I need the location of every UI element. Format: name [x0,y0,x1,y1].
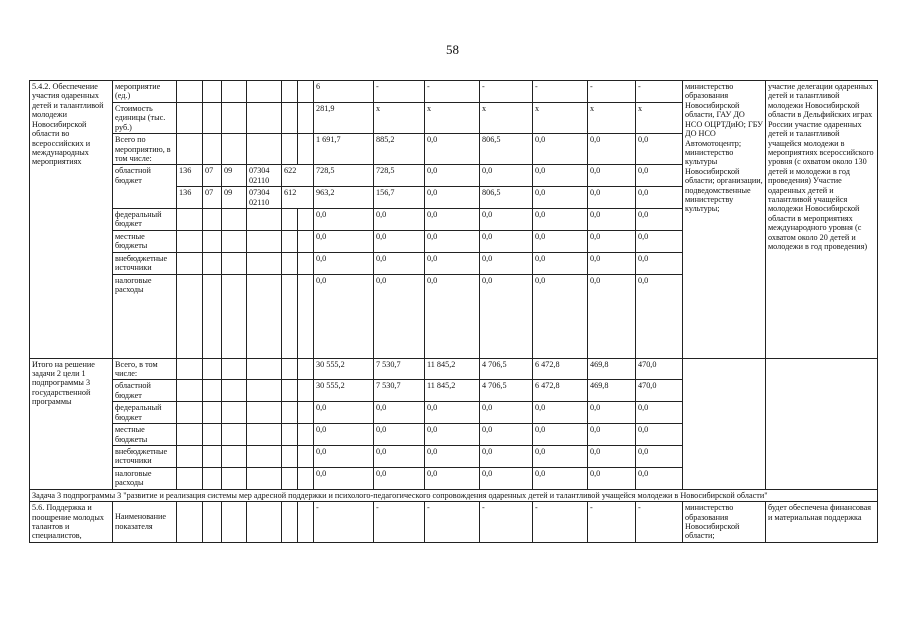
code-cell [203,467,222,489]
row-label: областной бюджет [113,380,177,402]
code-cell [298,358,314,380]
value-cell: - [374,502,425,543]
code-cell [222,502,247,543]
value-cell: 0,0 [588,445,636,467]
code-cell [203,502,222,543]
value-cell: 0,0 [588,209,636,231]
grbs-code: 136 [177,165,203,187]
value-cell: 0,0 [480,424,533,446]
table-row [30,502,878,543]
value-cell: 885,2 [374,134,425,165]
code-cell [177,380,203,402]
value-cell: 6 [314,81,374,103]
value-cell: 0,0 [588,424,636,446]
value-cell: 0,0 [374,467,425,489]
total-name: Итого на решение задачи 2 цели 1 подпрограммы 3 государственной программы [30,358,113,489]
value-cell: х [480,102,533,133]
code-cell [222,209,247,231]
executor-cell: министерство образования Новосибирской области, ГАУ ДО НСО ОЦРТДиЮ; ГБУ ДО НСО Автомотоцентр; министерство культуры Новосибирской области; организации, подведомственные министерству культуры; [683,81,766,359]
value-cell: 0,0 [588,165,636,187]
value-cell: 0,0 [374,424,425,446]
table-row [30,81,878,103]
code-cell [282,424,298,446]
code-cell [282,252,298,274]
value-cell: 0,0 [425,209,480,231]
value-cell: 0,0 [425,274,480,358]
value-cell: 0,0 [425,230,480,252]
code-cell [222,358,247,380]
vr-code: 612 [282,187,314,209]
value-cell: 0,0 [636,424,683,446]
code-cell [177,252,203,274]
code-cell [247,424,282,446]
value-cell: х [374,102,425,133]
value-cell: 0,0 [588,134,636,165]
value-cell: 11 845,2 [425,380,480,402]
code-cell [247,467,282,489]
code-cell [298,402,314,424]
value-cell: 7 530,7 [374,380,425,402]
value-cell: 6 472,8 [533,380,588,402]
code-cell [247,134,282,165]
code-cell [203,274,222,358]
value-cell: 0,0 [480,445,533,467]
code-cell [177,81,203,103]
code-cell [247,445,282,467]
value-cell: 0,0 [588,230,636,252]
value-cell: 0,0 [636,252,683,274]
value-cell: 0,0 [480,274,533,358]
code-cell [177,230,203,252]
value-cell: 0,0 [314,402,374,424]
code-cell [298,380,314,402]
code-cell [282,102,298,133]
code-cell [177,445,203,467]
value-cell: 0,0 [425,424,480,446]
code-cell [247,81,282,103]
value-cell: 0,0 [374,252,425,274]
row-label: Стоимость единицы (тыс. руб.) [113,102,177,133]
value-cell: 0,0 [636,134,683,165]
value-cell: 0,0 [636,230,683,252]
program-table [29,80,878,543]
value-cell: 4 706,5 [480,380,533,402]
row-label: налоговые расходы [113,467,177,489]
value-cell: 728,5 [374,165,425,187]
value-cell: 0,0 [533,134,588,165]
code-cell [298,81,314,103]
code-cell [298,445,314,467]
rz-code: 07 [203,187,222,209]
value-cell: 0,0 [636,445,683,467]
code-cell [222,230,247,252]
code-cell [282,209,298,231]
code-cell [177,209,203,231]
value-cell: 0,0 [374,445,425,467]
value-cell: 30 555,2 [314,358,374,380]
code-cell [247,230,282,252]
value-cell: 4 706,5 [480,358,533,380]
value-cell: 0,0 [314,445,374,467]
value-cell: 0,0 [314,230,374,252]
value-cell: 470,0 [636,380,683,402]
value-cell: - [374,81,425,103]
code-cell [247,102,282,133]
value-cell: 0,0 [480,402,533,424]
code-cell [247,252,282,274]
value-cell: 0,0 [374,274,425,358]
value-cell: 6 472,8 [533,358,588,380]
code-cell [222,134,247,165]
value-cell: 0,0 [533,252,588,274]
value-cell: 0,0 [480,467,533,489]
code-cell [203,445,222,467]
value-cell: 0,0 [314,252,374,274]
value-cell: 0,0 [480,209,533,231]
vr-code: 622 [282,165,314,187]
result-cell: будет обеспечена финансовая и материальная поддержка [766,502,878,543]
value-cell: 0,0 [533,209,588,231]
value-cell: 0,0 [314,209,374,231]
value-cell: - [480,502,533,543]
code-cell [222,467,247,489]
value-cell: - [636,81,683,103]
code-cell [298,467,314,489]
code-cell [222,424,247,446]
code-cell [298,252,314,274]
value-cell: 0,0 [425,467,480,489]
code-cell [282,445,298,467]
value-cell: 0,0 [588,467,636,489]
code-cell [298,134,314,165]
code-cell [282,402,298,424]
value-cell: 0,0 [533,424,588,446]
value-cell: 0,0 [636,165,683,187]
page-number: 58 [446,42,459,57]
value-cell: 806,5 [480,134,533,165]
value-cell: 0,0 [425,252,480,274]
value-cell: - [425,81,480,103]
value-cell: 0,0 [314,274,374,358]
value-cell: 0,0 [533,467,588,489]
value-cell: 0,0 [533,187,588,209]
value-cell: 0,0 [533,274,588,358]
value-cell: 0,0 [425,165,480,187]
code-cell [203,209,222,231]
code-cell [203,424,222,446]
code-cell [222,252,247,274]
value-cell: - [480,81,533,103]
code-cell [203,230,222,252]
value-cell: х [636,102,683,133]
code-cell [203,402,222,424]
code-cell [177,424,203,446]
value-cell: 0,0 [425,445,480,467]
code-cell [222,402,247,424]
row-label: Всего по мероприятию, в том числе: [113,134,177,165]
code-cell [222,274,247,358]
value-cell: 469,8 [588,358,636,380]
value-cell: - [314,502,374,543]
value-cell: 0,0 [480,165,533,187]
value-cell: 0,0 [374,209,425,231]
csr-code: 07304 02110 [247,165,282,187]
value-cell: 0,0 [314,424,374,446]
code-cell [177,358,203,380]
row-label: федеральный бюджет [113,209,177,231]
code-cell [247,502,282,543]
value-cell: 0,0 [533,165,588,187]
result-cell [766,358,878,489]
code-cell [222,380,247,402]
pr-code: 09 [222,187,247,209]
value-cell: 0,0 [533,445,588,467]
code-cell [282,134,298,165]
value-cell: 0,0 [588,252,636,274]
code-cell [177,502,203,543]
grbs-code: 136 [177,187,203,209]
row-label: налоговые расходы [113,274,177,358]
value-cell: - [533,81,588,103]
code-cell [177,102,203,133]
code-cell [247,274,282,358]
executor-cell: министерство образования Новосибирской области; [683,502,766,543]
value-cell: 0,0 [588,274,636,358]
value-cell: 30 555,2 [314,380,374,402]
value-cell: 11 845,2 [425,358,480,380]
csr-code: 07304 02110 [247,187,282,209]
value-cell: - [588,502,636,543]
code-cell [203,380,222,402]
code-cell [298,424,314,446]
value-cell: х [533,102,588,133]
measure-name: 5.6. Поддержка и поощрение молодых талантов и специалистов, [30,502,113,543]
code-cell [203,358,222,380]
result-cell: участие делегации одаренных детей и талантливой молодежи Новосибирской области в Дельфийских играх России участие одаренных детей и талантливой учащейся молодежи в мероприятиях всероссийского уровня (с охватом около 130 детей и молодежи в год проведения) Участие одаренных детей и талантливой учащейся молодежи Новосибирской области в мероприятиях международного уровня (с охватом около 20 детей и молодежи в год проведения) [766,81,878,359]
value-cell: 0,0 [636,187,683,209]
code-cell [222,445,247,467]
code-cell [298,209,314,231]
value-cell: 0,0 [636,209,683,231]
row-label: местные бюджеты [113,424,177,446]
code-cell [282,230,298,252]
table-row [30,358,878,380]
row-label: Всего, в том числе: [113,358,177,380]
code-cell [222,81,247,103]
value-cell: 728,5 [314,165,374,187]
code-cell [203,102,222,133]
pr-code: 09 [222,165,247,187]
value-cell: 0,0 [588,187,636,209]
value-cell: 0,0 [533,402,588,424]
code-cell [298,502,314,543]
row-label: мероприятие (ед.) [113,81,177,103]
value-cell: 281,9 [314,102,374,133]
code-cell [177,467,203,489]
value-cell: 0,0 [314,467,374,489]
code-cell [177,274,203,358]
row-label: местные бюджеты [113,230,177,252]
value-cell: 0,0 [374,402,425,424]
value-cell: 0,0 [425,402,480,424]
value-cell: - [533,502,588,543]
value-cell: - [425,502,480,543]
value-cell: - [588,81,636,103]
value-cell: х [425,102,480,133]
row-label: Наименование показателя [113,502,177,543]
code-cell [298,274,314,358]
value-cell: 0,0 [425,187,480,209]
value-cell: - [636,502,683,543]
row-label: федеральный бюджет [113,402,177,424]
code-cell [247,358,282,380]
value-cell: 0,0 [480,252,533,274]
code-cell [298,102,314,133]
table-row [30,489,878,501]
code-cell [203,81,222,103]
code-cell [247,402,282,424]
value-cell: 963,2 [314,187,374,209]
value-cell: 470,0 [636,358,683,380]
code-cell [177,134,203,165]
value-cell: 0,0 [636,402,683,424]
value-cell: х [588,102,636,133]
value-cell: 0,0 [636,467,683,489]
row-label: внебюджетные источники [113,252,177,274]
rz-code: 07 [203,165,222,187]
code-cell [177,402,203,424]
code-cell [203,252,222,274]
code-cell [282,380,298,402]
code-cell [247,380,282,402]
value-cell: 0,0 [425,134,480,165]
value-cell: 156,7 [374,187,425,209]
task-heading: Задача 3 подпрограммы 3 "развитие и реализация системы мер адресной поддержки и психолого-педагогического сопровождения одаренных детей и талантливой учащейся молодежи в Новосибирской области" [30,489,878,501]
value-cell: 806,5 [480,187,533,209]
code-cell [203,134,222,165]
code-cell [222,102,247,133]
measure-name: 5.4.2. Обеспечение участия одаренных детей и талантливой молодежи Новосибирской области во всероссийских и международных мероприятиях [30,81,113,359]
code-cell [282,467,298,489]
code-cell [282,81,298,103]
value-cell: 0,0 [533,230,588,252]
row-label: внебюджетные источники [113,445,177,467]
value-cell: 469,8 [588,380,636,402]
value-cell: 0,0 [588,402,636,424]
code-cell [282,358,298,380]
code-cell [298,230,314,252]
value-cell: 0,0 [636,274,683,358]
row-label: областной бюджет [113,165,177,209]
code-cell [282,274,298,358]
value-cell: 0,0 [374,230,425,252]
value-cell: 1 691,7 [314,134,374,165]
executor-cell [683,358,766,489]
value-cell: 7 530,7 [374,358,425,380]
code-cell [282,502,298,543]
code-cell [247,209,282,231]
value-cell: 0,0 [480,230,533,252]
